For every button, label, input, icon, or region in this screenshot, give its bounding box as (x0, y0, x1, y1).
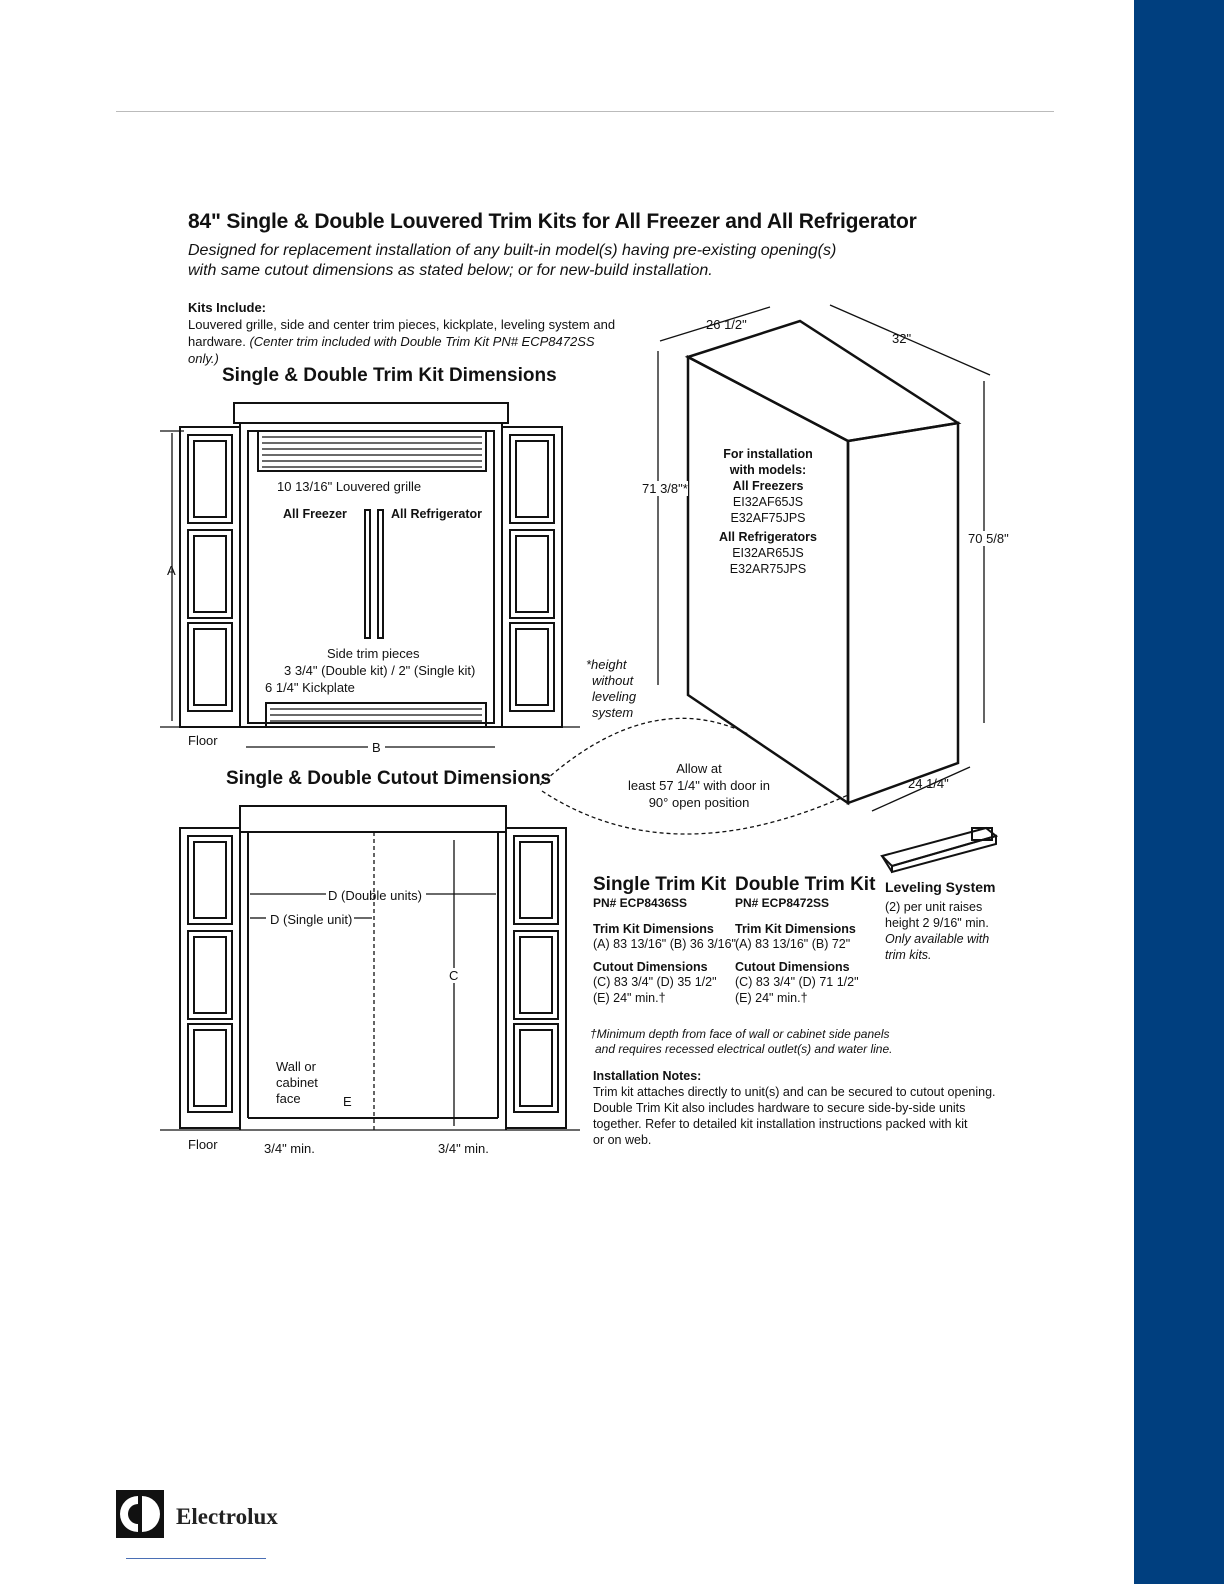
door-clearance-line: Allow at (676, 761, 722, 776)
cutout-floor-label: Floor (188, 1137, 218, 1152)
single-kit-spec (593, 874, 736, 1006)
single-kit-dims-heading: Trim Kit Dimensions (593, 922, 714, 936)
unit-bottom-depth: 24 1/4" (908, 776, 949, 791)
side-trim-dims: 3 3/4" (Double kit) / 2" (Single kit) (284, 663, 476, 678)
d-single-label: D (Single unit) (270, 912, 353, 927)
brand-name: Electrolux (176, 1504, 278, 1529)
leveling-line: (2) per unit raises (885, 900, 983, 914)
leveling-bracket-image (876, 822, 1002, 874)
leveling-note: Only available with (885, 932, 990, 946)
dimension-c: C (449, 968, 459, 983)
trim-diagram-heading: Single & Double Trim Kit Dimensions (222, 365, 557, 386)
floor-label: Floor (188, 733, 218, 748)
kits-include-note: (Center trim included with Double Trim Kit PN# ECP8472SS only.) (188, 334, 595, 366)
freezer-label: All Freezer (283, 507, 347, 521)
d-double-label: D (Double units) (328, 888, 422, 903)
installation-notes-line: Trim kit attaches directly to unit(s) and can be secured to cutout opening. (593, 1085, 996, 1099)
leveling-system-spec (885, 879, 996, 963)
side-trim-label: Side trim pieces (327, 646, 420, 661)
freezer-models-heading: All Freezers (732, 479, 804, 493)
kits-include-body: Louvered grille, side and center trim pieces, kickplate, leveling system and hardware. (188, 317, 616, 349)
height-note-line: system (592, 705, 634, 720)
unit-depth: 32" (892, 331, 912, 346)
wall-label-line: Wall or (276, 1059, 316, 1074)
install-models (698, 446, 838, 577)
min-right-label: 3/4" min. (438, 1141, 489, 1156)
footnote (590, 1027, 892, 1057)
dimension-a: A (167, 563, 176, 578)
grille-label: 10 13/16" Louvered grille (277, 479, 422, 494)
installation-notes-line: or on web. (593, 1133, 652, 1147)
model-number: EI32AR65JS (732, 546, 804, 560)
installation-notes-line: together. Refer to detailed kit installation instructions packed with kit (593, 1117, 968, 1131)
kickplate-label: 6 1/4" Kickplate (265, 680, 355, 695)
refrigerator-label: All Refrigerator (391, 507, 482, 521)
trim-kit-diagram (150, 395, 590, 765)
wall-label-line: cabinet (276, 1075, 318, 1090)
height-note-line: without (592, 673, 634, 688)
unit-width: 26 1/2" (706, 317, 747, 332)
top-rule (116, 111, 1054, 112)
cutout-diagram (150, 800, 590, 1160)
height-note (586, 657, 636, 721)
height-note-line: *height (586, 657, 627, 672)
footer-link-underline (126, 1558, 266, 1559)
single-kit-pn: PN# ECP8436SS (593, 896, 688, 910)
footnote-line: †Minimum depth from face of wall or cabinet side panels (590, 1027, 890, 1041)
double-kit-title: Double Trim Kit (735, 874, 876, 895)
double-kit-dims-heading: Trim Kit Dimensions (735, 922, 856, 936)
kits-include-heading: Kits Include: (188, 300, 267, 315)
footnote-line: and requires recessed electrical outlet(s) and water line. (595, 1042, 893, 1056)
model-number: E32AF75JPS (730, 511, 806, 525)
cutout-diagram-heading: Single & Double Cutout Dimensions (226, 768, 552, 789)
door-clearance-line: least 57 1/4" with door in (628, 778, 770, 793)
double-kit-cutout-line: (E) 24" min.† (735, 991, 808, 1005)
install-line: For installation (723, 447, 813, 461)
unit-height-right: 70 5/8" (968, 531, 1009, 546)
leveling-title: Leveling System (885, 879, 996, 895)
dimension-b: B (368, 740, 385, 755)
double-kit-dims: (A) 83 13/16" (B) 72" (735, 937, 851, 951)
single-kit-dims: (A) 83 13/16" (B) 36 3/16" (593, 937, 736, 951)
installation-notes (593, 1068, 996, 1148)
double-kit-pn: PN# ECP8472SS (735, 896, 830, 910)
model-number: E32AR75JPS (729, 562, 807, 576)
wall-label-line: face (276, 1091, 301, 1106)
installation-notes-heading: Installation Notes: (593, 1069, 702, 1083)
single-kit-cutout-line: (C) 83 3/4" (D) 35 1/2" (593, 975, 717, 989)
dimension-e: E (343, 1094, 352, 1109)
installation-notes-line: Double Trim Kit also includes hardware to secure side-by-side units (593, 1101, 966, 1115)
electrolux-logo-icon (116, 1490, 164, 1538)
page-subtitle (188, 241, 836, 281)
brand-sidebar (1134, 0, 1224, 1584)
door-clearance-line: 90° open position (648, 795, 750, 810)
subtitle-line: Designed for replacement installation of any built-in model(s) having pre-existing opening(s) (188, 242, 837, 259)
double-kit-spec (735, 874, 875, 1006)
double-kit-cutout-heading: Cutout Dimensions (735, 960, 850, 974)
min-left-label: 3/4" min. (264, 1141, 315, 1156)
subtitle-line: with same cutout dimensions as stated below; or for new-build installation. (188, 262, 713, 279)
install-line: with models: (729, 463, 807, 477)
refrigerator-models-heading: All Refrigerators (719, 530, 817, 544)
wall-label (276, 1059, 318, 1107)
door-clearance-note (624, 760, 774, 811)
leveling-line: height 2 9/16" min. (885, 916, 989, 930)
unit-height-left: 71 3/8"* (642, 481, 688, 496)
page-title: 84" Single & Double Louvered Trim Kits for All Freezer and All Refrigerator (188, 210, 917, 233)
leveling-note: trim kits. (885, 948, 932, 962)
double-kit-cutout-line: (C) 83 3/4" (D) 71 1/2" (735, 975, 859, 989)
single-kit-title: Single Trim Kit (593, 874, 727, 895)
single-kit-cutout-heading: Cutout Dimensions (593, 960, 708, 974)
height-note-line: leveling (592, 689, 637, 704)
model-number: EI32AF65JS (732, 495, 804, 509)
single-kit-cutout-line: (E) 24" min.† (593, 991, 666, 1005)
